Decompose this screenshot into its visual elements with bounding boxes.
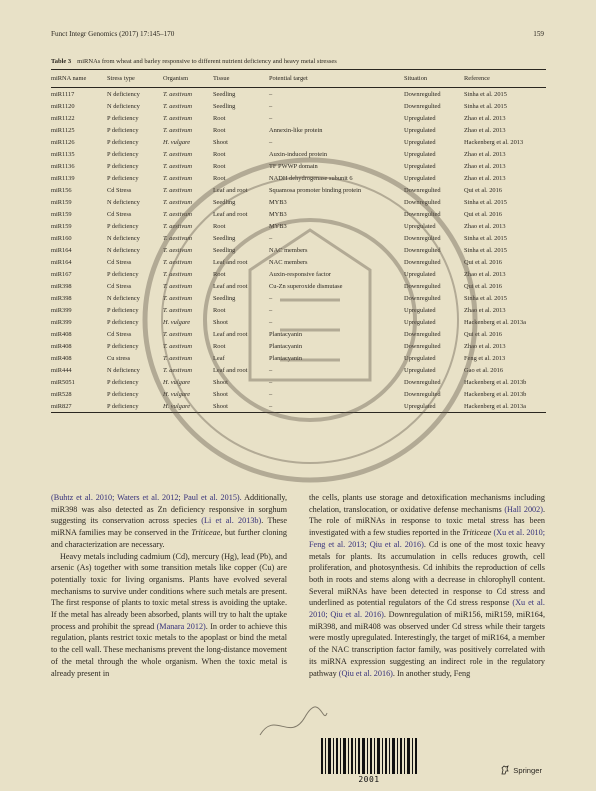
table-row [51, 340, 546, 352]
table-caption [51, 58, 546, 65]
table-cell: T. aestivum [163, 174, 192, 182]
table-cell: P deficiency [107, 342, 139, 350]
table-cell: Plantacyanin [269, 330, 303, 338]
table-row [51, 100, 546, 112]
table-cell: Leaf and root [213, 186, 248, 194]
table-cell: Sinha et al. 2015 [464, 102, 507, 110]
table-cell: Cd Stress [107, 258, 132, 266]
table-cell: P deficiency [107, 114, 139, 122]
text-run: . These miRNA families may be conserved in the [51, 516, 288, 538]
table-cell: Downregulted [404, 378, 441, 386]
table-cell: miR167 [51, 270, 72, 278]
table-cell: Upregulated [404, 306, 436, 314]
table-cell: P deficiency [107, 162, 139, 170]
text-run: . In another study, Feng [392, 668, 471, 678]
table-cell: Seedling [213, 102, 236, 110]
table-row [51, 148, 546, 160]
table-cell: P deficiency [107, 174, 139, 182]
table-cell: Auxin-responsive factor [269, 270, 331, 278]
table-row [51, 388, 546, 400]
column-header: Tissue [213, 75, 230, 82]
table-cell: T. aestivum [163, 330, 192, 338]
citation-link[interactable]: (Buhtz et al. 2010; Waters et al. 2012; Paul et al. 2015). [51, 493, 242, 502]
table-cell: miR528 [51, 390, 72, 398]
table-cell: H. vulgare [163, 402, 191, 410]
column-header: Situation [404, 75, 428, 82]
table-cell: Qui et al. 2016 [464, 210, 502, 218]
table-cell: Downregulted [404, 102, 441, 110]
table-cell: Cd Stress [107, 330, 132, 338]
table-cell: Downregulted [404, 246, 441, 254]
table-cell: Downregulted [404, 210, 441, 218]
table-cell: Zhao et al. 2013 [464, 306, 506, 314]
table-cell: Root [213, 114, 226, 122]
table-cell: miR1126 [51, 138, 75, 146]
table-cell: Cd Stress [107, 282, 132, 290]
citation-link[interactable]: (Xu et al. 2010; Qiu et al. 2016) [309, 598, 545, 620]
table-cell: Cu stress [107, 354, 131, 362]
table-cell: Plantacyanin [269, 342, 303, 350]
text-run: Heavy metals including cadmium (Cd), mercury (Hg), lead (Pb), and arsenic (As) together with some transition metals like copper (Cu) are potentially toxic for living organisms. Plants have evolved several mechanisms to survive under conditions where such metals are present. The first response of plants to toxic metal stress is avoiding the uptake. If the metal has already been absorbed, plants will try to halt the uptake process and prohibit the spread [51, 551, 287, 631]
table-cell: miR1122 [51, 114, 75, 122]
table-cell: NADH dehydrogenase subunit 6 [269, 174, 353, 182]
table-cell: N deficiency [107, 102, 140, 110]
table-row [51, 364, 546, 376]
table-cell: – [269, 402, 273, 410]
table-cell: Cd Stress [107, 210, 132, 218]
table-row [51, 256, 546, 268]
citation-link[interactable]: (Hall 2002) [504, 504, 543, 514]
table-cell: Sinha et al. 2015 [464, 234, 507, 242]
body-column-left [51, 492, 287, 679]
table-row [51, 304, 546, 316]
table-cell: Plantacyanin [269, 354, 303, 362]
publisher-name: Springer [513, 765, 542, 775]
table-cell: P deficiency [107, 126, 139, 134]
table-cell: Shoot [213, 318, 228, 326]
table-cell: Qui et al. 2016 [464, 258, 502, 266]
column-header: Reference [464, 75, 490, 82]
table-cell: – [269, 138, 273, 146]
table-cell: Seedling [213, 294, 236, 302]
table-cell: miR5051 [51, 378, 75, 386]
text-run: . The role of miRNAs in response to toxic metal stress has been investigated with a few studies reported in the [309, 504, 545, 538]
journal-citation: Funct Integr Genomics (2017) 17:145–170 [51, 30, 175, 38]
table-cell: N deficiency [107, 198, 140, 206]
text-run: . In order to achieve this regulation, plants restrict toxic metals to the apoplast or bind the metal to the cell wall. These mechanisms prevent the long-distance movement of the metal through the whole organism. When the toxic metal is already present in [51, 621, 287, 678]
paragraph [309, 492, 545, 679]
table-cell: T. aestivum [163, 342, 192, 350]
table-cell: T. aestivum [163, 246, 192, 254]
table-cell: Root [213, 342, 226, 350]
table-cell: Downregulted [404, 186, 441, 194]
springer-horse-icon [500, 765, 510, 775]
publisher-logo [500, 765, 542, 775]
table-cell: miR160 [51, 234, 72, 242]
table-row [51, 184, 546, 196]
table-cell: miR444 [51, 366, 72, 374]
table-cell: – [269, 390, 273, 398]
citation-link[interactable]: (Li et al. 2013b) [201, 516, 262, 526]
table-cell: Shoot [213, 390, 228, 398]
table-cell: Leaf and root [213, 258, 248, 266]
table-cell: Sinha et al. 2015 [464, 90, 507, 98]
table-row [51, 376, 546, 388]
table-cell: Zhao et al. 2013 [464, 114, 506, 122]
table-cell: T. aestivum [163, 150, 192, 158]
table-cell: H. vulgare [163, 378, 191, 386]
table-cell: miR159 [51, 210, 72, 218]
table-cell: Downregulted [404, 390, 441, 398]
table-cell: N deficiency [107, 234, 140, 242]
table-cell: Zhao et al. 2013 [464, 342, 506, 350]
table-cell: T. aestivum [163, 234, 192, 242]
table-row [51, 244, 546, 256]
table-cell: T. aestivum [163, 282, 192, 290]
table-cell: Downregulted [404, 90, 441, 98]
table-cell: Qui et al. 2016 [464, 330, 502, 338]
table-cell: Upregulated [404, 318, 436, 326]
table-cell: Root [213, 162, 226, 170]
table-cell: Qui et al. 2016 [464, 186, 502, 194]
table-header-row [51, 70, 546, 88]
table-row [51, 268, 546, 280]
table-cell: miR398 [51, 282, 72, 290]
table-cell: Upregulated [404, 270, 436, 278]
table-row [51, 400, 546, 413]
table-cell: NAC members [269, 258, 308, 266]
table-cell: miR164 [51, 246, 72, 254]
table-cell: Cu-Zn superoxide dismutase [269, 282, 343, 290]
table-cell: T. aestivum [163, 222, 192, 230]
table-cell: MYB3 [269, 198, 287, 206]
barcode-number: 2001 [319, 775, 419, 784]
table-cell: Downregulted [404, 282, 441, 290]
table-cell: miR164 [51, 258, 72, 266]
table-cell: – [269, 90, 273, 98]
table-row [51, 88, 546, 101]
column-header: miRNA name [51, 75, 87, 82]
table-cell: N deficiency [107, 294, 140, 302]
table-row [51, 316, 546, 328]
table-row [51, 280, 546, 292]
table-row [51, 172, 546, 184]
table-cell: miR408 [51, 330, 72, 338]
table-cell: Downregulted [404, 294, 441, 302]
table-cell: Downregulted [404, 258, 441, 266]
table-cell: P deficiency [107, 390, 139, 398]
citation-link[interactable]: (Xu et al. 2010; Feng et al. 2013; Qiu et al. 2016) [309, 528, 546, 549]
table-cell: Downregulted [404, 198, 441, 206]
table-cell: T. aestivum [163, 90, 192, 98]
table-cell: P deficiency [107, 270, 139, 278]
table-row [51, 328, 546, 340]
table-cell: Zhao et al. 2013 [464, 126, 506, 134]
table-cell: Auxin-induced protein [269, 150, 328, 158]
table-cell: miR1136 [51, 162, 75, 170]
table-cell: P deficiency [107, 222, 139, 230]
table-cell: T. aestivum [163, 102, 192, 110]
table-cell: miR159 [51, 198, 72, 206]
table-cell: T. aestivum [163, 306, 192, 314]
table-cell: Hackenberg et al. 2013a [464, 318, 526, 326]
table-cell: P deficiency [107, 138, 139, 146]
table-cell: Seedling [213, 234, 236, 242]
table-cell: Cd Stress [107, 186, 132, 194]
table-cell: T. aestivum [163, 210, 192, 218]
table-cell: Upregulated [404, 174, 436, 182]
table-cell: Leaf and root [213, 330, 248, 338]
table-cell: Sinha et al. 2015 [464, 246, 507, 254]
table-cell: P deficiency [107, 150, 139, 158]
taxon-name: Triticeae [191, 528, 221, 538]
table-cell: T. aestivum [163, 354, 192, 362]
table-row [51, 196, 546, 208]
table-cell: Hackenberg et al. 2013b [464, 390, 527, 398]
table-cell: – [269, 318, 273, 326]
table-cell: Seedling [213, 246, 236, 254]
table-cell: Root [213, 174, 226, 182]
citation-link[interactable]: (Manara 2012) [156, 621, 206, 631]
table-cell: Hackenberg et al. 2013a [464, 402, 526, 410]
table-cell: TF PWWP domain [269, 162, 318, 170]
table-cell: T. aestivum [163, 366, 192, 374]
table-cell: Squamosa promoter binding protein [269, 186, 362, 194]
table-cell: Downregulted [404, 234, 441, 242]
table-cell: Upregulated [404, 114, 436, 122]
table-cell: Zhao et al. 2013 [464, 222, 506, 230]
table-cell: – [269, 378, 273, 386]
table-cell: T. aestivum [163, 186, 192, 194]
table-row [51, 112, 546, 124]
table-cell: T. aestivum [163, 126, 192, 134]
table-cell: Zhao et al. 2013 [464, 270, 506, 278]
table-cell: MYB3 [269, 222, 287, 230]
table-cell: P deficiency [107, 378, 139, 386]
column-header: Organism [163, 75, 189, 82]
table-cell: miR1139 [51, 174, 75, 182]
running-head [51, 30, 544, 38]
table-cell: T. aestivum [163, 198, 192, 206]
table-cell: P deficiency [107, 318, 139, 326]
table-caption-text: miRNAs from wheat and barley responsive to different nutrient deficiency and heavy metal stresses [77, 58, 337, 65]
table-cell: miR398 [51, 294, 72, 302]
citation-link[interactable]: (Qiu et al. 2016) [338, 668, 393, 678]
table-cell: Root [213, 126, 226, 134]
text-run: . Cd is one of the most toxic heavy metals for plants. Its accumulation in cells reduces growth, cell proliferation, and photosynthesis. Cd inhibits the reproduction of cells both in roots and stems along with a decrease in chlorophyll content. Several miRNAs have been detected in response to Cd stress and underlined as potential regulators of the Cd stress response [309, 539, 545, 608]
table-cell: MYB3 [269, 210, 287, 218]
table-cell: Upregulated [404, 162, 436, 170]
table-cell: Downregulted [404, 342, 441, 350]
table-row [51, 232, 546, 244]
table-cell: Root [213, 306, 226, 314]
table-cell: – [269, 294, 273, 302]
table-cell: – [269, 306, 273, 314]
table-cell: Upregulated [404, 354, 436, 362]
text-run: , but further cloning and characterization are necessary. [51, 528, 287, 549]
table-cell: – [269, 102, 273, 110]
table-cell: miR827 [51, 402, 72, 410]
table-row [51, 292, 546, 304]
table-cell: Root [213, 222, 226, 230]
table-cell: miR1135 [51, 150, 75, 158]
table-cell: – [269, 114, 273, 122]
table-cell: Zhao et al. 2013 [464, 150, 506, 158]
table-cell: Shoot [213, 378, 228, 386]
paragraph [51, 492, 287, 551]
table-cell: Zhao et al. 2013 [464, 162, 506, 170]
table-cell: – [269, 366, 273, 374]
table-cell: N deficiency [107, 366, 140, 374]
table-cell: Leaf and root [213, 210, 248, 218]
table-row [51, 136, 546, 148]
table-cell: Leaf [213, 354, 225, 362]
table-cell: N deficiency [107, 246, 140, 254]
table-cell: miR1120 [51, 102, 75, 110]
table-cell: P deficiency [107, 306, 139, 314]
table-cell: miR399 [51, 318, 72, 326]
table-cell: Upregulated [404, 150, 436, 158]
taxon-name: Triticeae [462, 528, 492, 538]
table-cell: miR408 [51, 342, 72, 350]
table-cell: Annexin-like protein [269, 126, 323, 134]
table-row [51, 160, 546, 172]
table-body [51, 88, 546, 413]
column-header: Potential target [269, 75, 308, 82]
paragraph [51, 551, 287, 680]
table-row [51, 352, 546, 364]
table-cell: Upregulated [404, 366, 436, 374]
table-cell: miR156 [51, 186, 72, 194]
table-cell: miR1117 [51, 90, 75, 98]
table-cell: N deficiency [107, 90, 140, 98]
table-cell: Shoot [213, 402, 228, 410]
table-cell: T. aestivum [163, 258, 192, 266]
table-cell: Gao et al. 2016 [464, 366, 504, 374]
table-cell: Upregulated [404, 222, 436, 230]
table-cell: – [269, 234, 273, 242]
table-cell: miR408 [51, 354, 72, 362]
table-cell: Hackenberg et al. 2013 [464, 138, 524, 146]
table-cell: T. aestivum [163, 114, 192, 122]
text-run: . Downregulation of miR156, miR159, miR164, miR398, and miR408 was observed under Cd stress while their targets were mostly upregulated. Interestingly, the target of miR164, a member of the NAC transcription factor family, was positively correlated with its miRNA expression suggesting an indirect role in the regulatory pathway [309, 610, 545, 678]
table-cell: miR1125 [51, 126, 75, 134]
table-cell: Leaf and root [213, 282, 248, 290]
table-cell: Upregulated [404, 126, 436, 134]
page-number: 159 [533, 30, 544, 38]
column-header: Stress type [107, 75, 135, 82]
table-row [51, 208, 546, 220]
table-label: Table 3 [51, 58, 72, 65]
table-cell: P deficiency [107, 402, 139, 410]
table-row [51, 124, 546, 136]
body-column-right [309, 492, 545, 679]
mirna-table [51, 69, 546, 413]
table-row [51, 220, 546, 232]
table-cell: T. aestivum [163, 162, 192, 170]
table-cell: Zhao et al. 2013 [464, 174, 506, 182]
table-cell: H. vulgare [163, 138, 191, 146]
table-cell: Upregulated [404, 402, 436, 410]
table-cell: Root [213, 150, 226, 158]
table-cell: Leaf and root [213, 366, 248, 374]
table-cell: miR399 [51, 306, 72, 314]
table-cell: T. aestivum [163, 270, 192, 278]
table-cell: miR159 [51, 222, 72, 230]
table-cell: Seedling [213, 90, 236, 98]
table-cell: Sinha et al. 2015 [464, 294, 507, 302]
text-run: the cells, plants use storage and detoxification mechanisms including chelation, translocation, or oxidative defense mechanisms [309, 493, 545, 514]
table-cell: Hackenberg et al. 2013b [464, 378, 527, 386]
table-cell: H. vulgare [163, 318, 191, 326]
table-cell: T. aestivum [163, 294, 192, 302]
table-cell: Root [213, 270, 226, 278]
table-cell: Upregulated [404, 138, 436, 146]
table-cell: Shoot [213, 138, 228, 146]
table-cell: Seedling [213, 198, 236, 206]
table-cell: Downregulted [404, 330, 441, 338]
table-cell: H. vulgare [163, 390, 191, 398]
table-cell: Qui et al. 2016 [464, 282, 502, 290]
table-cell: NAC members [269, 246, 308, 254]
text-run: Additionally, miR398 was also detected as Zn deficiency responsive in sorghum suggesting its conservation across species [51, 493, 287, 526]
table-cell: Feng et al. 2013 [464, 354, 506, 362]
table-cell: Sinha et al. 2015 [464, 198, 507, 206]
